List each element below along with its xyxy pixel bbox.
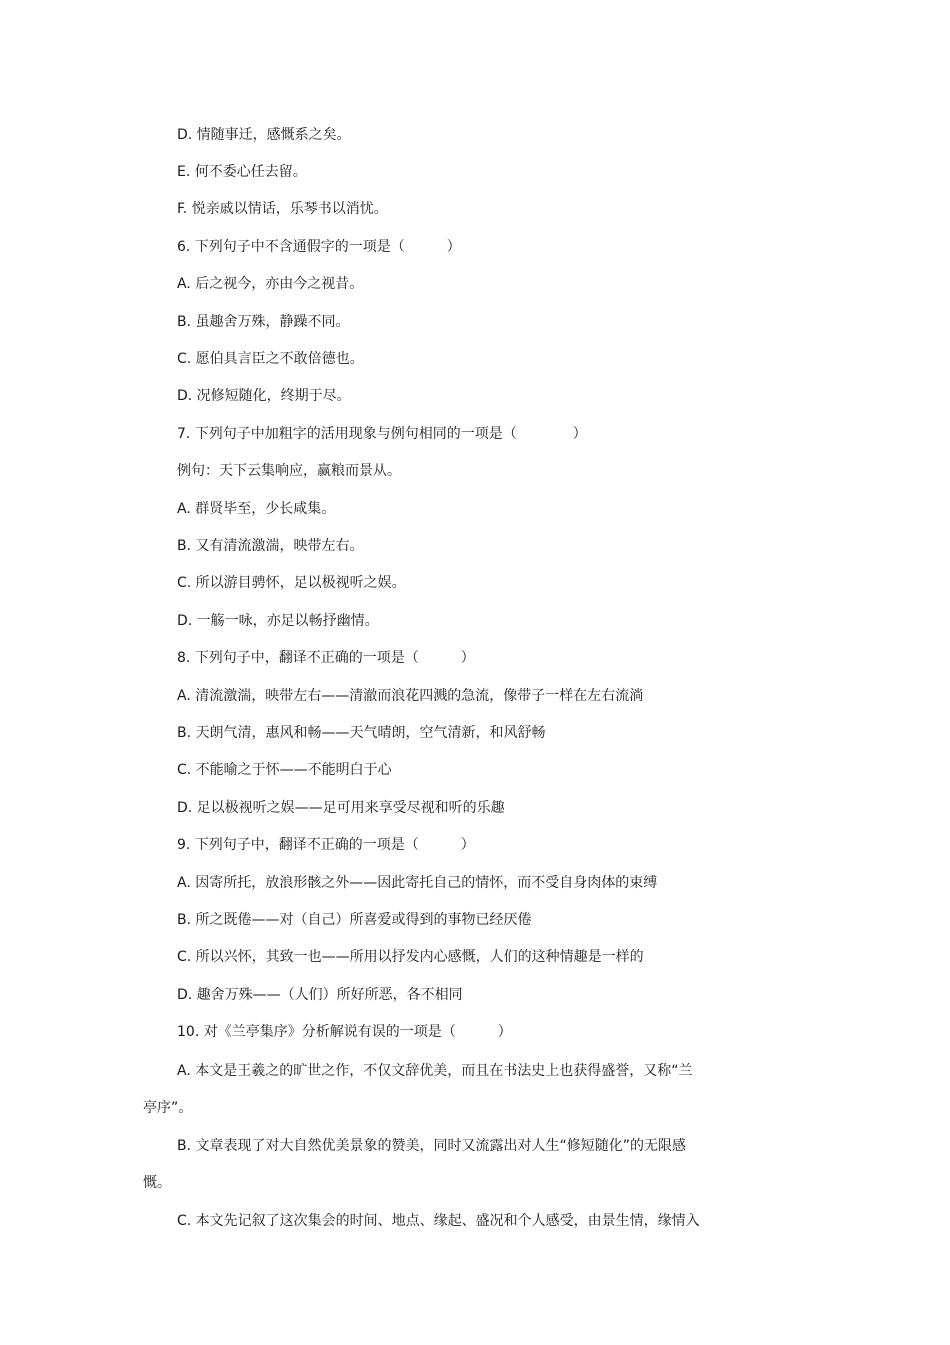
option-a-q7: A. 群贤毕至，少长咸集。 (177, 501, 336, 517)
option-b-q6: B. 虽趣舍万殊，静躁不同。 (177, 314, 350, 330)
option-d-q8: D. 足以极视听之娱——足可用来享受尽视和听的乐趣 (177, 800, 505, 816)
option-a-q6: A. 后之视今，亦由今之视昔。 (177, 276, 364, 292)
option-a-q8: A. 清流激湍，映带左右——清澈而浪花四溅的急流，像带子一样在左右流淌 (177, 688, 644, 704)
option-d-q5: D. 情随事迁，感慨系之矣。 (177, 127, 351, 143)
option-c-q7: C. 所以游目骋怀，足以极视听之娱。 (177, 575, 406, 591)
option-b-q7: B. 又有清流激湍，映带左右。 (177, 538, 364, 554)
option-f-q5: F. 悦亲戚以情话，乐琴书以消忧。 (177, 201, 388, 217)
option-b-q10: B. 文章表现了对大自然优美景象的赞美，同时又流露出对人生“修短随化”的无限感 (177, 1138, 687, 1154)
example-sentence: 例句：天下云集响应，赢粮而景从。 (177, 463, 401, 479)
option-c-q8: C. 不能喻之于怀——不能明白于心 (177, 762, 392, 778)
question-6: 6. 下列句子中不含通假字的一项是（ ） (177, 239, 461, 255)
option-a-q10: A. 本文是王羲之的旷世之作，不仅文辞优美，而且在书法史上也获得盛誉，又称“兰 (177, 1063, 693, 1079)
option-e-q5: E. 何不委心任去留。 (177, 164, 307, 180)
question-9: 9. 下列句子中，翻译不正确的一项是（ ） (177, 837, 475, 853)
option-d-q6: D. 况修短随化，终期于尽。 (177, 388, 351, 404)
option-b-q10-continued: 慨。 (143, 1175, 171, 1191)
option-a-q10-continued: 亭序”。 (143, 1100, 193, 1116)
option-c-q9: C. 所以兴怀，其致一也——所用以抒发内心感慨，人们的这种情趣是一样的 (177, 949, 644, 965)
option-c-q10: C. 本文先记叙了这次集会的时间、地点、缘起、盛况和个人感受，由景生情，缘情入 (177, 1213, 700, 1229)
question-8: 8. 下列句子中，翻译不正确的一项是（ ） (177, 650, 475, 666)
option-d-q7: D. 一觞一咏，亦足以畅抒幽情。 (177, 613, 379, 629)
option-b-q8: B. 天朗气清，惠风和畅——天气晴朗，空气清新，和风舒畅 (177, 725, 546, 741)
question-10: 10. 对《兰亭集序》分析解说有误的一项是（ ） (177, 1024, 512, 1040)
question-7: 7. 下列句子中加粗字的活用现象与例句相同的一项是（ ） (177, 426, 587, 442)
option-a-q9: A. 因寄所托，放浪形骸之外——因此寄托自己的情怀，而不受自身肉体的束缚 (177, 875, 658, 891)
option-d-q9: D. 趣舍万殊——（人们）所好所恶，各不相同 (177, 987, 463, 1003)
option-c-q6: C. 愿伯具言臣之不敢倍德也。 (177, 351, 364, 367)
option-b-q9: B. 所之既倦——对（自己）所喜爱或得到的事物已经厌倦 (177, 912, 532, 928)
